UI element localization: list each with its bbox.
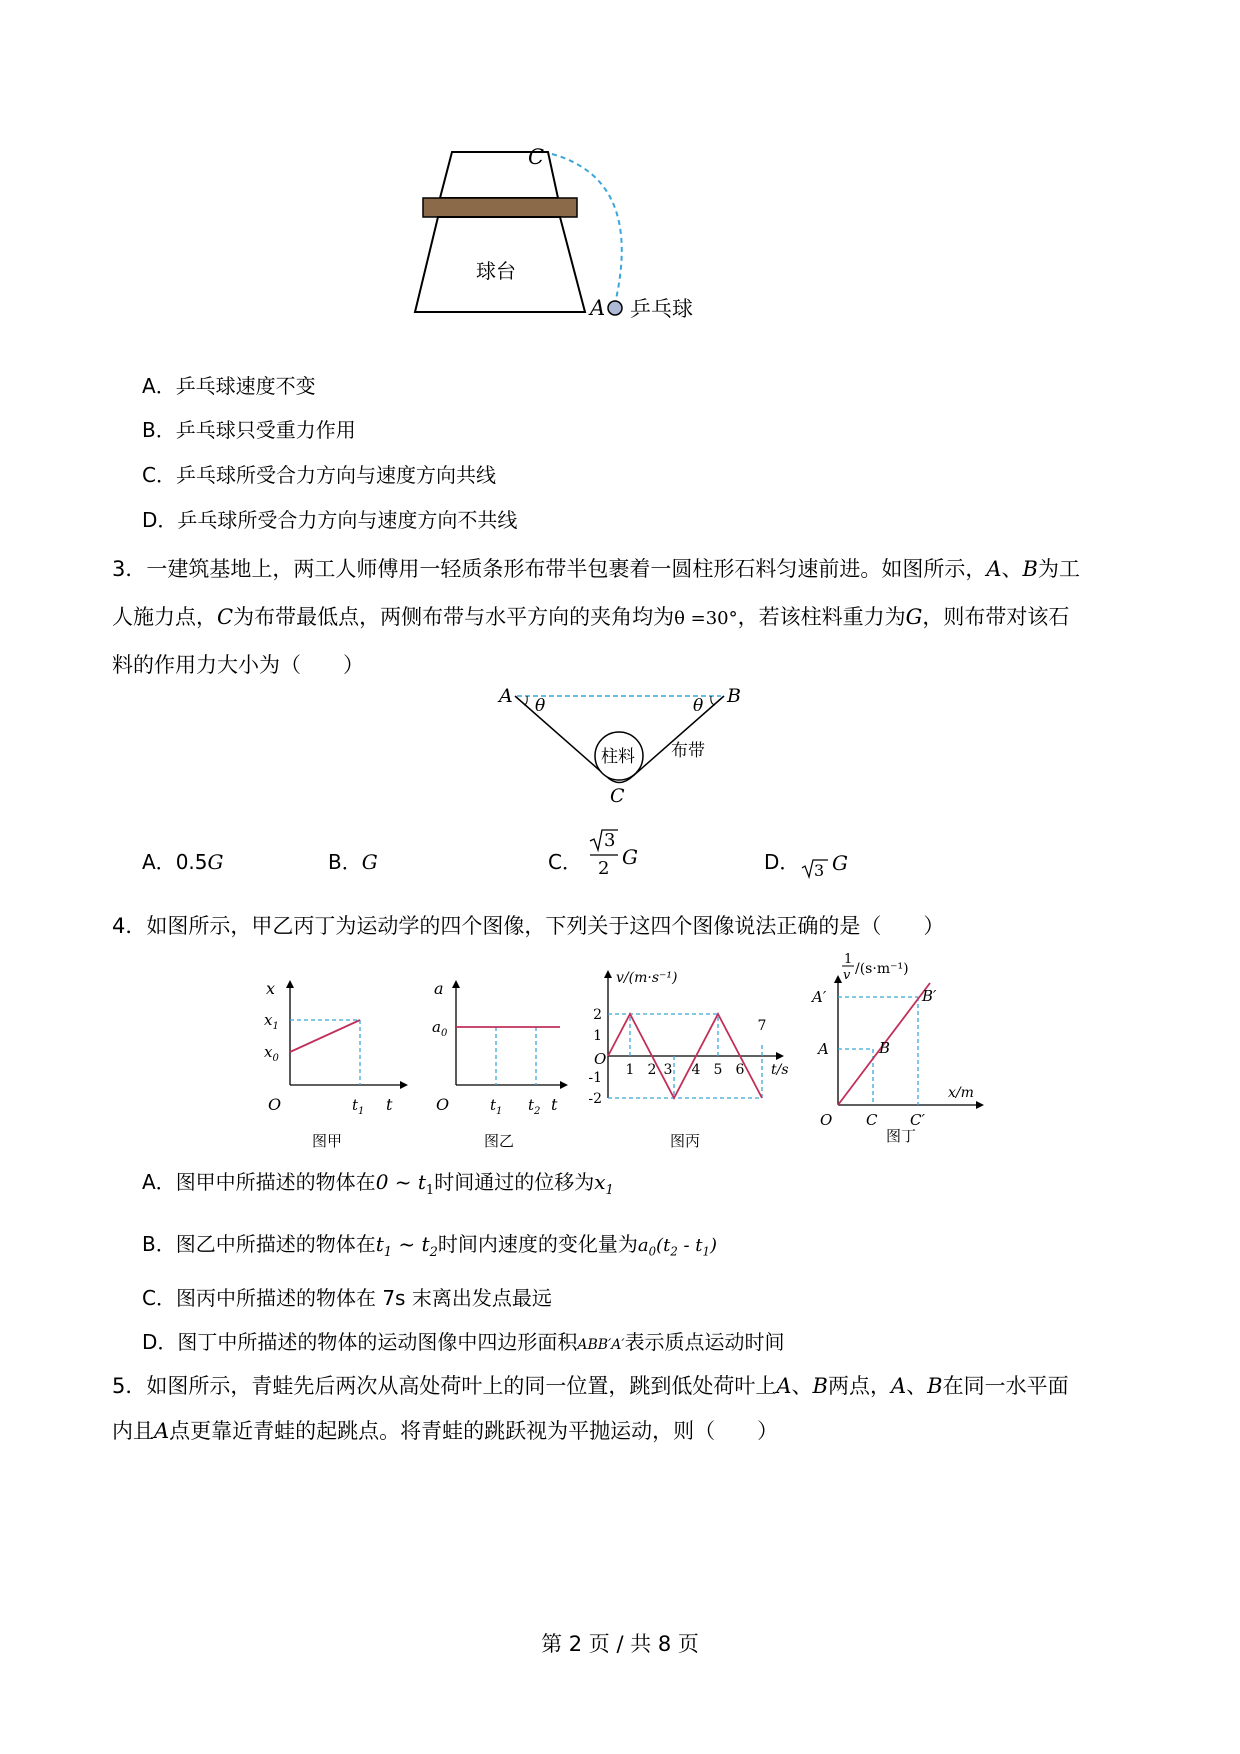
tick-x0: $x_0$ <box>264 1043 279 1064</box>
chart-caption: 图乙 <box>484 1132 515 1150</box>
tick-t2: $t_2$ <box>528 1096 541 1117</box>
y-axis-arrow <box>604 970 612 978</box>
q3-option-c: C． <box>548 850 582 874</box>
x-tick-label: 2 <box>647 1062 657 1078</box>
svg-text:2: 2 <box>598 858 610 879</box>
label-c-prime: C′ <box>910 1111 925 1129</box>
x-tick-label: 3 <box>663 1062 673 1078</box>
y-axis-label: a <box>434 979 444 998</box>
x-tick-label: 4 <box>691 1062 701 1078</box>
x-axis-label: x/m <box>948 1085 974 1101</box>
svg-text:3: 3 <box>814 861 825 880</box>
x-tick-label: 5 <box>713 1062 723 1078</box>
q4-option-c: C．图丙中所描述的物体在 7s 末离出发点最远 <box>142 1286 552 1310</box>
y-tick-label: 1 <box>593 1028 602 1044</box>
x-axis-arrow <box>976 1101 984 1109</box>
q5-line-1: 5．如图所示，青蛙先后两次从高处荷叶上的同一位置，跳到低处荷叶上A、B两点，A、B在同一水平面 <box>112 1374 1069 1398</box>
y-axis-label-num: 1 <box>844 952 853 967</box>
origin-label: O <box>268 1095 282 1114</box>
y-axis-arrow <box>286 980 294 988</box>
figure-belt-cylinder <box>495 684 745 804</box>
page-footer: 第 2 页 / 共 8 页 <box>541 1632 699 1656</box>
y-axis-label: v/(m·s⁻¹) <box>616 970 678 986</box>
q2-option-b: B．乒乓球只受重力作用 <box>142 418 356 442</box>
q3-option-b: B．G <box>328 850 378 874</box>
tick-x1: $x_1$ <box>264 1011 279 1032</box>
q2-option-d: D．乒乓球所受合力方向与速度方向不共线 <box>142 508 518 532</box>
label-a: A <box>499 685 513 707</box>
q3-option-d: D． <box>764 850 800 874</box>
q5-line-2: 内且A点更靠近青蛙的起跳点。将青蛙的跳跃视为平抛运动，则（ ） <box>112 1419 779 1443</box>
figure-pingpong-table <box>400 140 730 370</box>
q3-line-1: 3．一建筑基地上，两工人师傅用一轻质条形布带半包裹着一圆柱形石料匀速前进。如图所示，A、B为工 <box>112 557 1080 581</box>
x-axis-arrow <box>560 1081 568 1089</box>
table-board <box>423 198 577 217</box>
svg-text:G: G <box>622 845 638 869</box>
q2-option-c: C．乒乓球所受合力方向与速度方向共线 <box>142 463 496 487</box>
origin-label: O <box>594 1050 607 1068</box>
chart-caption: 图甲 <box>312 1132 343 1150</box>
y-tick-label: -1 <box>588 1070 602 1086</box>
q3-option-d-sqrt <box>800 846 860 882</box>
chart-caption: 图丁 <box>886 1127 917 1145</box>
y-axis-label-den: v <box>843 968 851 983</box>
series-line <box>290 1020 360 1052</box>
label-a: A <box>818 1040 829 1058</box>
belt-right <box>633 696 724 776</box>
svg-text:G: G <box>832 851 848 875</box>
y-axis-label-unit: /(s·m⁻¹) <box>855 961 909 977</box>
y-axis-label: x <box>266 979 276 998</box>
x-axis-arrow <box>776 1052 784 1060</box>
q3-option-c-fraction <box>586 826 646 886</box>
q3-line-3: 料的作用力大小为（ ） <box>112 653 364 677</box>
label-b: B <box>727 685 741 707</box>
q4-option-a: A．图甲中所描述的物体在0 ~ $t_1$时间通过的位移为$x_1$ <box>142 1170 614 1198</box>
belt-left <box>515 696 606 776</box>
q3-option-a: A．0.5G <box>142 850 224 874</box>
label-c: C <box>528 145 545 169</box>
q2-option-a: A．乒乓球速度不变 <box>142 374 316 398</box>
x-axis-label: t <box>386 1095 393 1114</box>
x-tick-label: 6 <box>735 1062 745 1078</box>
label-a: A <box>590 296 606 320</box>
tick-a0: $a_0$ <box>432 1018 448 1039</box>
label-b: B <box>879 1039 891 1057</box>
origin-label: O <box>436 1095 450 1114</box>
q4-option-b: B．图乙中所描述的物体在$t_1$ ~ $t_2$时间内速度的变化量为$a_0(t_2 - t_1)$ <box>142 1232 717 1260</box>
ping-pong-ball <box>608 301 622 315</box>
x-axis-arrow <box>400 1081 408 1089</box>
y-axis-arrow <box>452 980 460 988</box>
label-c: C <box>866 1111 878 1129</box>
belt-label: 布带 <box>671 741 705 761</box>
x-tick-label: 7 <box>757 1018 767 1034</box>
x-axis-label: t/s <box>771 1062 789 1078</box>
q4-stem: 4．如图所示，甲乙丙丁为运动学的四个图像，下列关于这四个图像说法正确的是（ ） <box>112 914 945 938</box>
tick-t1: $t_1$ <box>352 1096 365 1117</box>
label-c: C <box>610 785 625 804</box>
chart-yi <box>420 960 570 1150</box>
chart-bing <box>578 950 803 1150</box>
cylinder-label: 柱料 <box>601 747 635 767</box>
label-b-prime: B′ <box>922 987 937 1005</box>
table-label: 球台 <box>476 259 516 283</box>
ball-label: 乒乓球 <box>630 297 693 321</box>
x-tick-label: 1 <box>625 1062 635 1078</box>
y-axis-arrow <box>834 975 842 983</box>
q4-option-d: D．图丁中所描述的物体的运动图像中四边形面积ABB′A′表示质点运动时间 <box>142 1330 785 1354</box>
label-a-prime: A′ <box>812 988 827 1006</box>
theta-left: θ <box>535 696 546 716</box>
q3-line-2: 人施力点，C为布带最低点，两侧布带与水平方向的夹角均为θ =30°，若该柱料重力为G，则布带对该石 <box>112 605 1070 629</box>
chart-jia <box>250 960 410 1150</box>
chart-ding <box>808 945 988 1150</box>
chart-caption: 图丙 <box>670 1132 701 1150</box>
origin-label: O <box>820 1111 833 1129</box>
y-tick-label: 2 <box>593 1007 602 1023</box>
svg-text:3: 3 <box>604 830 616 851</box>
tick-t1: $t_1$ <box>490 1096 503 1117</box>
x-axis-label: t <box>551 1095 558 1114</box>
theta-right: θ <box>693 696 704 716</box>
y-tick-label: -2 <box>588 1091 602 1107</box>
